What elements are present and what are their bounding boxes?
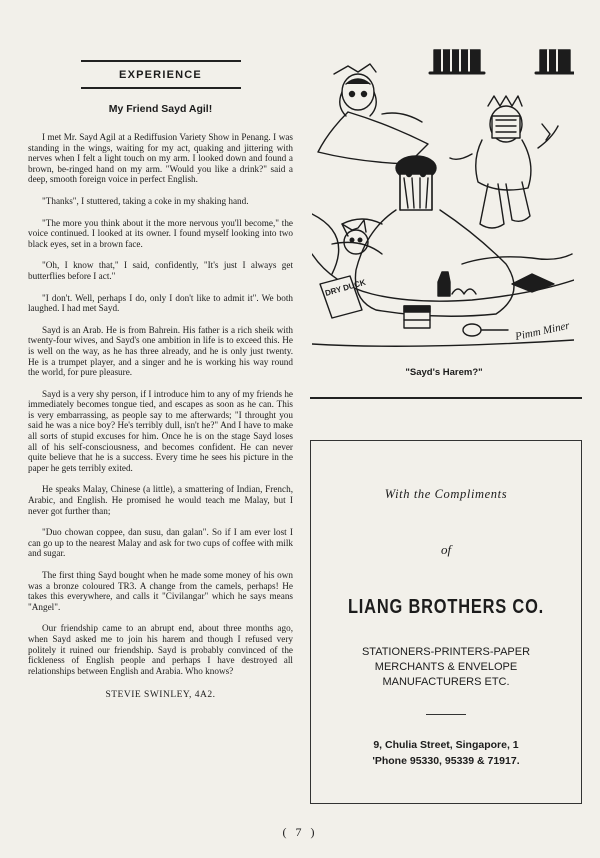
dry-duck-label: DRY DUCK xyxy=(324,277,367,298)
ad-service-line: MERCHANTS & ENVELOPE xyxy=(374,661,518,673)
ad-compliments: With the Compliments xyxy=(384,487,508,501)
article-paragraph: The first thing Sayd bought when he made some money of his own was a bronze coloured TR3. A change from the camels, perhaps! He takes this everywhere, and calls it "Civilangar" which he says means "Angel". xyxy=(28,570,293,612)
article-paragraph: He speaks Malay, Chinese (a little), a smattering of Indian, French, Arabic, and English. He promised he would teach me Malay, but I never got further than; xyxy=(28,484,293,516)
article-paragraph: Sayd is a very shy person, if I introduce him to any of my friends he immediately becomes tongue tied, and escapes as soon as he can. This is very embarrassing, as people say to me afterwards; "I throught you said he was a nice boy? He's terribly dull, isn't he?" And I have to make all sorts of stupid excuses for him. Once he is on the stage Sayd loses all of his self-consciousness, and becomes confident. He can never quite believe that he is a success. Every time he sees his picture in the paper he gets terribly exited. xyxy=(28,388,293,473)
article-subtitle: My Friend Sayd Agil! xyxy=(108,103,213,115)
article-paragraph: "The more you think about it the more nervous you'll become," the voice continued. I looked at its owner. I found myself looking into two black eyes, set in a brown face. xyxy=(28,217,293,249)
article-byline: STEVIE SWINLEY, 4A2. xyxy=(105,690,216,701)
title-rule-bottom xyxy=(81,87,241,89)
article-column xyxy=(28,60,293,700)
ad-divider xyxy=(426,714,466,715)
window-left-icon xyxy=(430,50,484,73)
ad-phone: 'Phone 95330, 95339 & 71917. xyxy=(372,755,520,767)
ad-of: of xyxy=(440,542,452,557)
ad-company-name: LIANG BROTHERS CO. xyxy=(347,596,545,618)
page-number: ( 7 ) xyxy=(282,825,318,839)
ad-service-line: STATIONERS-PRINTERS-PAPER xyxy=(361,646,531,658)
artist-signature: Pimm Miner xyxy=(514,319,571,343)
article-paragraph: "Thanks", I stuttered, taking a coke in my shaking hand. xyxy=(42,195,249,206)
article-paragraph: "Duo chowan coppee, dan susu, dan galan". So if I am ever lost I can go up to the nearest Malay and ask for two cups of coffee with milk and sugar. xyxy=(28,527,293,559)
ad-address: 9, Chulia Street, Singapore, 1 xyxy=(373,739,519,751)
advertisement-box xyxy=(310,440,582,804)
article-paragraph: "I don't. Well, perhaps I do, only I don't like to admit it". We both laughed. I had met Sayd. xyxy=(28,292,293,314)
article-paragraph: Our friendship came to an abrupt end, about three months ago, when Sayd asked me to join his harem and though I refused very politely it ruined our friendship. Sayd is probably convinced of the fickleness of English people and perhaps I have destroyed all relationships between English and Arabia. Who knows? xyxy=(28,623,293,676)
cartoon-caption: "Sayd's Harem?" xyxy=(405,367,483,378)
article-paragraph: Sayd is an Arab. He is from Bahrein. His father is a rich sheik with twenty-four wives, and Sayd's one ambition in life is to exceed this. He is well on the way, as he has three already, and he is only just twenty. He is a trumpet player, and a singer and he is working his way round the world, for pure pleasure. xyxy=(28,324,293,378)
ad-services xyxy=(311,645,581,690)
article-paragraph: "Oh, I know that," I said, confidently, "It's just I always get butterflies before I act." xyxy=(28,260,293,281)
window-right-icon xyxy=(536,50,574,73)
column-divider-rule xyxy=(310,397,582,399)
article-paragraph: I met Mr. Sayd Agil at a Rediffusion Variety Show in Penang. I was standing in the wings, waiting for my act, quaking and jittering with nerves when I felt a light touch on my arm. I looked down and found a brown, be-ringed hand on my arm. "Would you like a drink?" said a deep, smooth foreign voice in perfect English. xyxy=(28,132,293,185)
cartoon-column xyxy=(308,44,580,378)
harem-cartoon-illustration xyxy=(312,44,574,364)
title-rule-top xyxy=(81,60,241,62)
ad-service-line: MANUFACTURERS ETC. xyxy=(382,676,510,688)
section-title: EXPERIENCE xyxy=(119,69,202,81)
